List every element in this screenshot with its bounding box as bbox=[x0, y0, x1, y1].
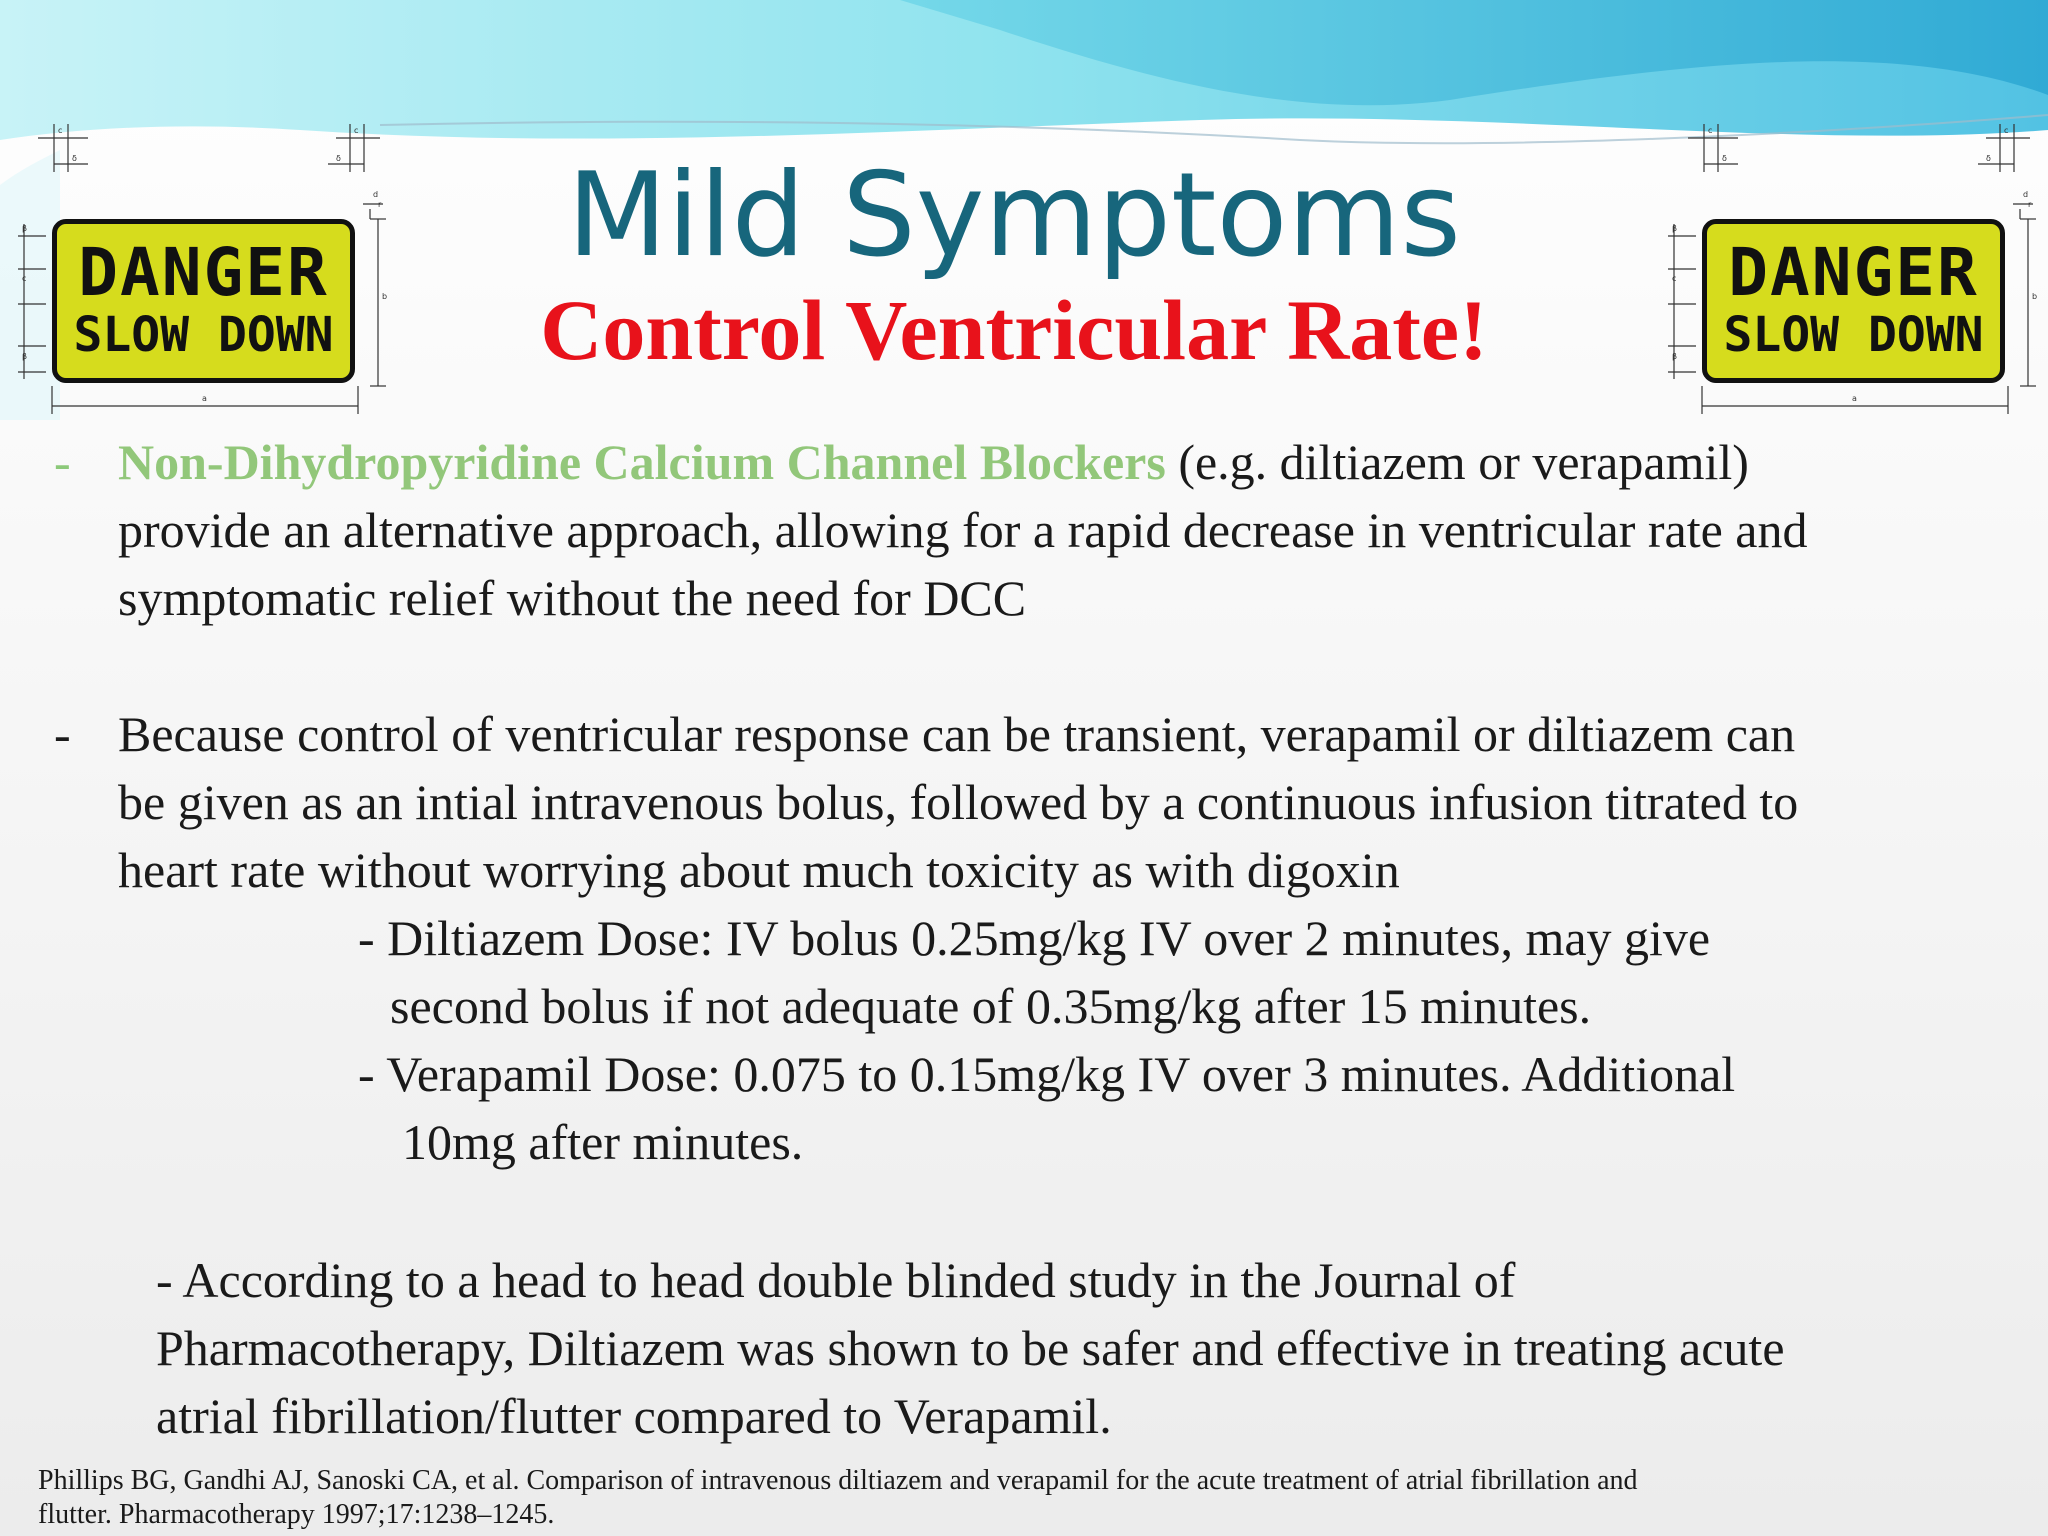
dim-label: a bbox=[1852, 394, 1857, 403]
study-line: Pharmacotherapy, Diltiazem was shown to be safer and effective in treating acute bbox=[156, 1320, 1785, 1376]
bullet-line: Because control of ventricular response can be transient, verapamil or diltiazem can bbox=[118, 706, 1796, 762]
citation-line: flutter. Pharmacotherapy 1997;17:1238–1245. bbox=[38, 1499, 555, 1530]
dim-label: r bbox=[2028, 200, 2032, 209]
bullet-infusion bbox=[118, 700, 1998, 904]
verapamil-dose-line: 10mg after minutes. bbox=[402, 1114, 804, 1170]
bullet-dash: - bbox=[54, 706, 71, 762]
sign-slow-down-text: SLOW DOWN bbox=[1723, 307, 1984, 363]
diltiazem-dose-line: second bolus if not adequate of 0.35mg/kg after 15 minutes. bbox=[390, 978, 1592, 1034]
page-subtitle: Control Ventricular Rate! bbox=[540, 282, 1488, 378]
dim-label: r bbox=[378, 200, 382, 209]
bullet-line: provide an alternative approach, allowing for a rapid decrease in ventricular rate and bbox=[118, 502, 1808, 558]
dim-label: β bbox=[22, 352, 28, 361]
page-title: Mild Symptoms bbox=[567, 148, 1461, 283]
dim-label: c bbox=[2004, 126, 2009, 135]
bullet-line: heart rate without worrying about much toxicity as with digoxin bbox=[118, 842, 1400, 898]
dim-label: β bbox=[22, 224, 28, 233]
highlight-drug-class: Non-Dihydropyridine Calcium Channel Blockers bbox=[118, 434, 1166, 490]
dim-label: δ bbox=[72, 154, 77, 163]
dim-label: a bbox=[202, 394, 207, 403]
bullet-text: (e.g. diltiazem or verapamil) bbox=[1165, 434, 1749, 490]
dim-label: c bbox=[354, 126, 359, 135]
study-line: atrial fibrillation/flutter compared to Verapamil. bbox=[156, 1388, 1112, 1444]
dim-label: β bbox=[1672, 352, 1678, 361]
dim-label: β bbox=[1672, 224, 1678, 233]
dim-label: δ bbox=[1986, 154, 1991, 163]
study-note bbox=[156, 1246, 2006, 1450]
bullet-line bbox=[118, 428, 1998, 496]
dim-label: δ bbox=[336, 154, 341, 163]
bullet-ccb bbox=[118, 428, 1998, 632]
citation-line: Phillips BG, Gandhi AJ, Sanoski CA, et al. Comparison of intravenous diltiazem and verapamil for the acute treatment of atrial fibrillation and bbox=[38, 1465, 1638, 1496]
dim-label: c bbox=[58, 126, 63, 135]
sign-danger-text: DANGER bbox=[78, 234, 329, 311]
study-line: - According to a head to head double blinded study in the Journal of bbox=[156, 1252, 1516, 1308]
dim-label: b bbox=[2032, 292, 2038, 301]
sign-slow-down-text: SLOW DOWN bbox=[73, 307, 334, 363]
dim-label: c bbox=[1672, 274, 1677, 283]
dim-label: δ bbox=[1722, 154, 1727, 163]
bullet-line: symptomatic relief without the need for DCC bbox=[118, 570, 1027, 626]
dim-label: d bbox=[2023, 190, 2029, 199]
dim-label: b bbox=[382, 292, 388, 301]
sign-danger-text: DANGER bbox=[1728, 234, 1979, 311]
bullet-dash: - bbox=[54, 434, 71, 490]
dim-label: c bbox=[1708, 126, 1713, 135]
dim-label: d bbox=[373, 190, 379, 199]
citation bbox=[38, 1464, 2018, 1532]
verapamil-dose-line: - Verapamil Dose: 0.075 to 0.15mg/kg IV over 3 minutes. Additional bbox=[358, 1046, 1736, 1102]
bullet-line: be given as an intial intravenous bolus, followed by a continuous infusion titrated to bbox=[118, 774, 1799, 830]
diltiazem-dose-line: - Diltiazem Dose: IV bolus 0.25mg/kg IV over 2 minutes, may give bbox=[358, 910, 1711, 966]
dim-label: c bbox=[22, 274, 27, 283]
